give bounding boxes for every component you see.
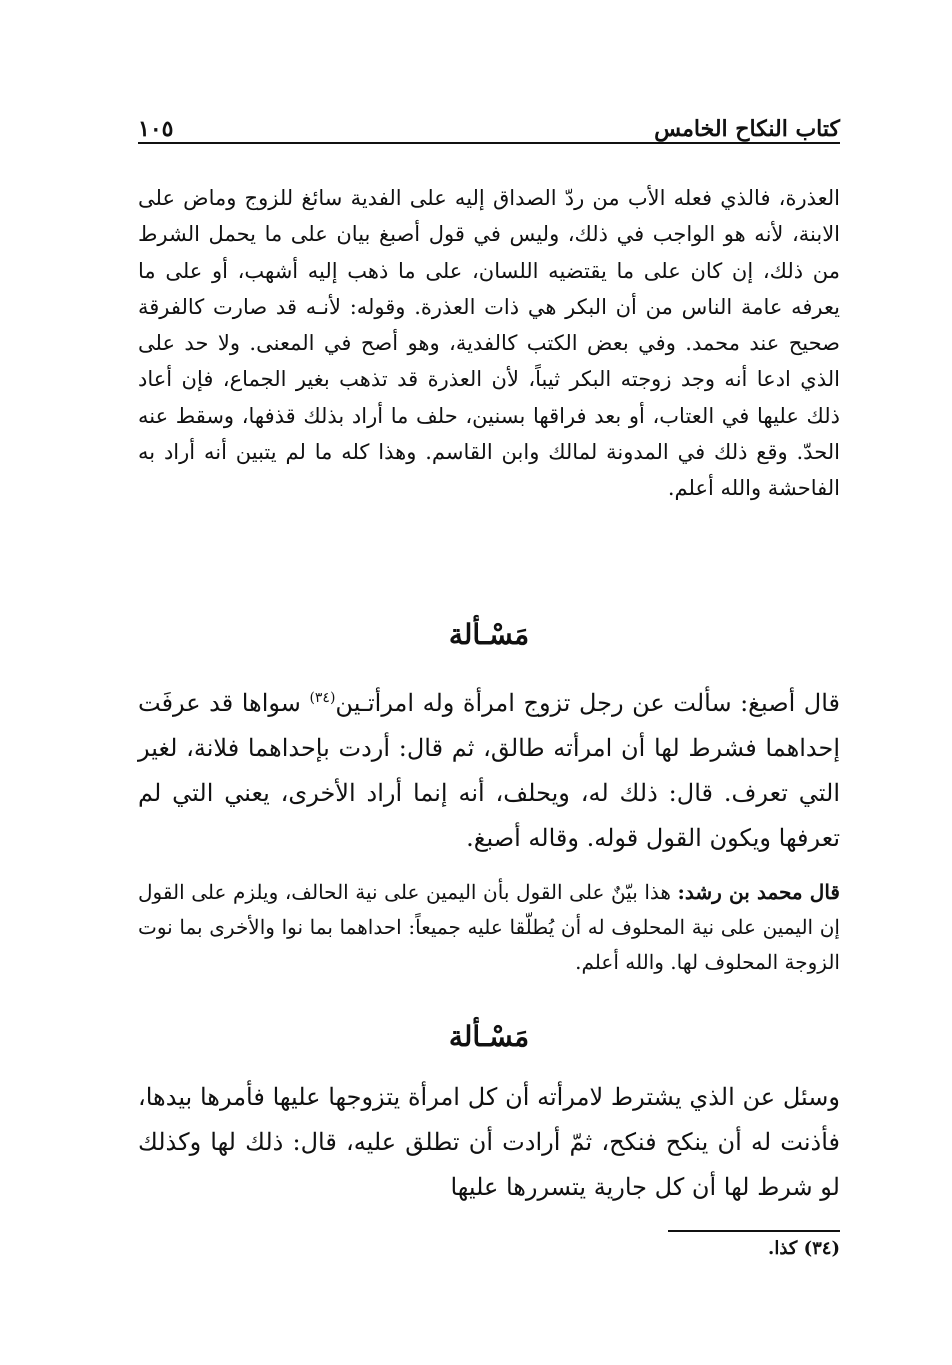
paragraph-3-text: هذا بيّنٌ على القول بأن اليمين على نية الحالف، ويلزم على القول إن اليمين على نية المحلوف له أن يُطلّقا عليه جميعاً: احداهما بما نوا والأخرى بما نوت الزوجة المحلوف لها. والله أعلم. [138, 880, 840, 974]
commentator-label: قال محمد بن رشد: [677, 880, 840, 904]
section-heading-2: مَسْـألة [448, 1020, 530, 1053]
paragraph-3 [138, 875, 840, 980]
section-heading-1: مَسْـألة [448, 618, 530, 651]
paragraph-2 [138, 676, 840, 861]
footnote-rule [668, 1230, 840, 1232]
running-header [138, 108, 840, 142]
paragraph-2-text: قال أصبغ: سألت عن رجل تزوج امرأة وله امرأتـين [335, 689, 840, 717]
page-number: ١٠٥ [138, 116, 174, 142]
chapter-title: كتاب النكاح الخامس [654, 116, 840, 142]
paragraph-2-continuation: سواها قد عرفَت إحداهما فشرط لها أن امرأته طالق، ثم قال: أردت بإحداهما فلانة، لغير التي تعرف. قال: ذلك له، ويحلف، أنه إنما أراد الأخرى، يعني التي لم تعرفها ويكون القول قوله. وقاله أصبغ. [138, 689, 840, 852]
footnote-reference[interactable]: (٣٤) [309, 690, 336, 706]
footnote: (٣٤) كذا. [768, 1238, 840, 1259]
paragraph-1: العذرة، فالذي فعله الأب من ردّ الصداق إليه على الفدية سائغ للزوج وماض على الابنة، لأنه هو الواجب في ذلك، وليس في قول أصبغ بيان على ما يحمل الشرط من ذلك، إن كان على ما يقتضيه اللسان، على ما ذهب إليه أشهب، أو على ما يعرفه عامة الناس من أن البكر هي ذات العذرة. وقوله: لأنـه قد صارت كالفرقة صحيح عند محمد. وفي بعض الكتب كالفدية، وهو أصح في المعنى. ولا حد على الذي ادعا أنه وجد زوجته البكر ثيباً، لأن العذرة قد تذهب بغير الجماع، فإن أعاد ذلك عليها في العتاب، أو بعد فراقها بسنين، حلف ما أراد بذلك قذفها، وسقط عنه الحدّ. وقع ذلك في المدونة لمالك وابن القاسم. وهذا كله ما لم يتبين أنه أراد به الفاحشة والله أعلم. [138, 186, 840, 501]
header-rule [138, 142, 840, 144]
paragraph-4: وسئل عن الذي يشترط لامرأته أن كل امرأة يتزوجها عليها فأمرها بيدها، فأذنت له أن ينكح فنكح، ثمّ أرادت أن تطلق عليه، قال: ذلك لها وكذلك لو شرط لها أن كل جارية يتسررها عليها [138, 1083, 840, 1201]
